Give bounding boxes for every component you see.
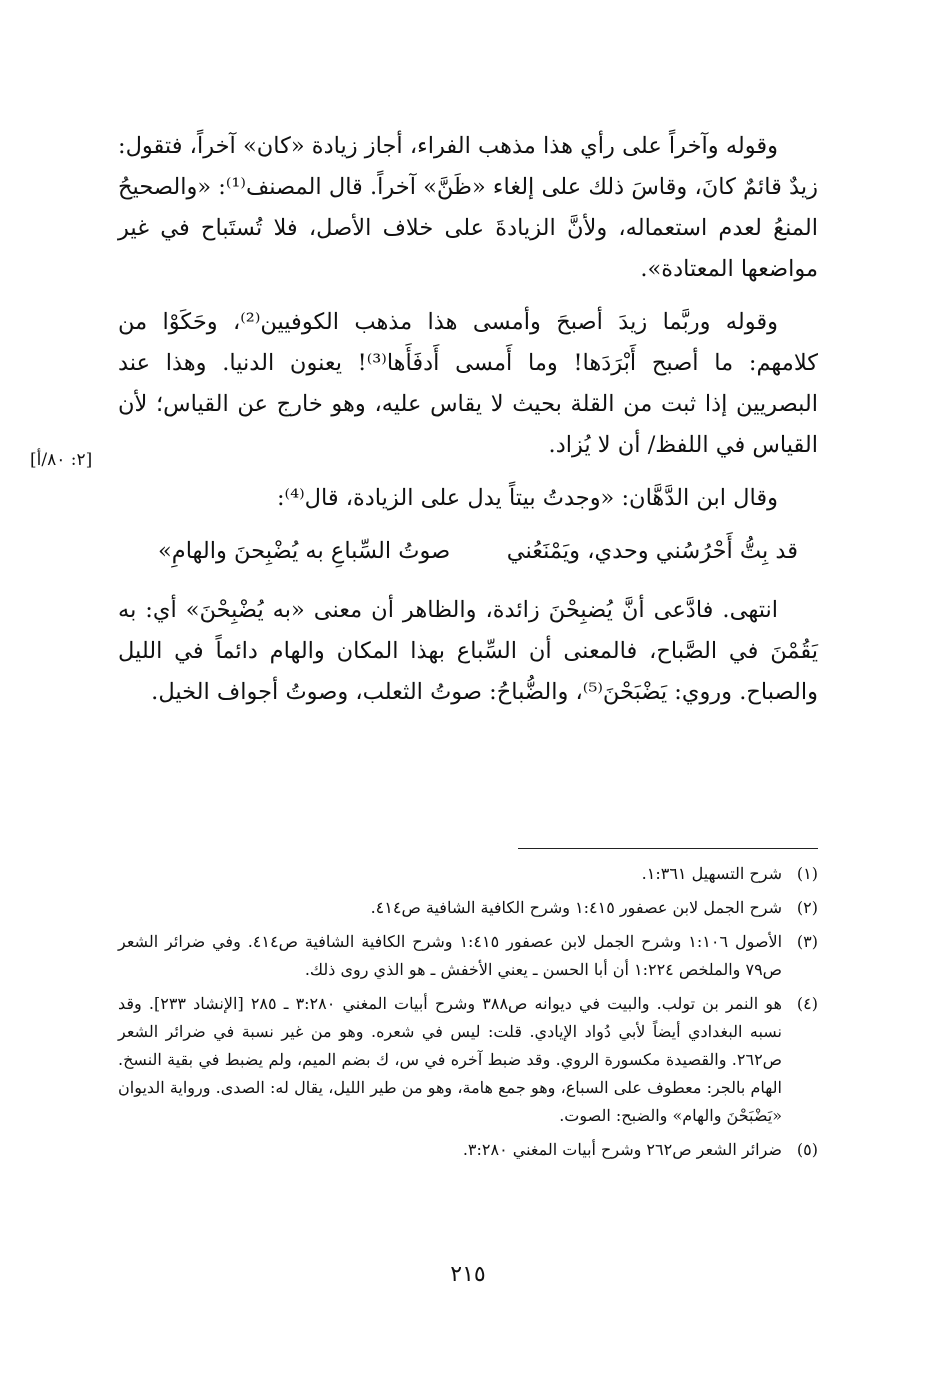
paragraph-2: وقوله وربَّما زيدَ أصبحَ وأمسى هذا مذهب الكوفيين⁽²⁾، وحَكَوْا من كلامهم: ما أصبح أَبْرَدَها! وما أَمسى أَدفَأَها⁽³⁾! يعنون الدنيا. وهذا عند البصريين إذا ثبت من القلة بحيث لا يقاس عليه، وهو خارج عن القياس؛ لأن القياس في اللفظ/ أن لا يُزاد. [118,309,818,458]
footnote-number: (٢) [796,898,818,917]
main-text [118,126,818,713]
paragraph-3: وقال ابن الدَّهَّان: «وجدتُ بيتاً يدل على الزيادة، قال⁽⁴⁾: [276,485,778,511]
footnote-number: (٥) [796,1140,818,1159]
footnote-number: (١) [796,864,818,883]
footnote-5 [118,1136,818,1164]
footnote-text: هو النمر بن تولب. والبيت في ديوانه ص٣٨٨ وشرح أبيات المغني ٣:٢٨٠ ـ ٢٨٥ [الإنشاد ٢٣٣]. وقد نسبه البغدادي أيضاً لأبي دُواد الإيادي. قلت: ليس في شعره. وهو من غير نسبة في ضرائر الشعر ص٢٦٢. والقصيدة مكسورة الروي. وقد ضبط آخره في س، ك بضم الميم، ولم يضبط في بقية النسخ. الهام بالجر: معطوف على السباع، وهو جمع هامة، وهو من طير الليل، يقال له: الصدى. ورواية الديوان «يَضْبَحْنَ والهام» والضبح: الصوت. [118,994,782,1125]
footnote-4 [118,990,818,1130]
verse-second-hemistich: صوتُ السِّباعِ به يُضْبِحنَ والهامِ» [158,538,451,564]
verse-first-hemistich: قد بِتُّ أَحْرُسُني وحدي، ويَمْنَعُني [506,538,798,564]
footnote-number: (٤) [796,994,818,1013]
manuscript-folio-reference: [٢: ٨٠/أ] [30,450,93,470]
poetry-verse [118,531,818,572]
paragraph-4: انتهى. فادَّعى أنَّ يُضبِحْنَ زائدة، والظاهر أن معنى «به يُضْبِحْنَ» أي: به يَقُمْنَ في الصَّباح، فالمعنى أن السِّباع بهذا المكان والهام دائماً في الليل والصباح. وروي: يَضْبَحْنَ⁽⁵⁾، والضُّباحُ: صوتُ الثعلب، وصوتُ أجواف الخيل. [118,597,818,705]
footnote-text: شرح التسهيل ١:٣٦١. [641,864,782,883]
footnote-separator [518,848,818,849]
footnote-1 [118,860,818,888]
footnote-text: ضرائر الشعر ص٢٦٢ وشرح أبيات المغني ٣:٢٨٠. [462,1140,782,1159]
page-number: ٢١٥ [450,1262,486,1287]
paragraph-gap [118,290,818,302]
footnotes [118,860,818,1170]
footnote-2 [118,894,818,922]
footnote-3 [118,928,818,984]
footnote-text: شرح الجمل لابن عصفور ١:٤١٥ وشرح الكافية الشافية ص٤١٤. [370,898,782,917]
footnote-text: الأصول ١:١٠٦ وشرح الجمل لابن عصفور ١:٤١٥ وشرح الكافية الشافية ص٤١٤. وفي ضرائر الشعر ص٧٩ والملخص ١:٢٢٤ أن أبا الحسن ـ يعني الأخفش ـ هو الذي روى ذلك. [118,932,783,979]
footnote-number: (٣) [796,932,818,951]
paragraph-1: وقوله وآخراً على رأي هذا مذهب الفراء، أجاز زيادة «كان» آخراً، فتقول: زيدٌ قائمٌ كانَ، وقاسَ ذلك على إلغاء «ظَنَّ» آخراً. قال المصنف⁽¹⁾: «والصحيحُ المنعُ لعدم استعماله، ولأنَّ الزيادةَ على خلاف الأصل، فلا تُستَباح في غير مواضعها المعتادة». [118,133,818,282]
paragraph-gap [118,466,818,478]
